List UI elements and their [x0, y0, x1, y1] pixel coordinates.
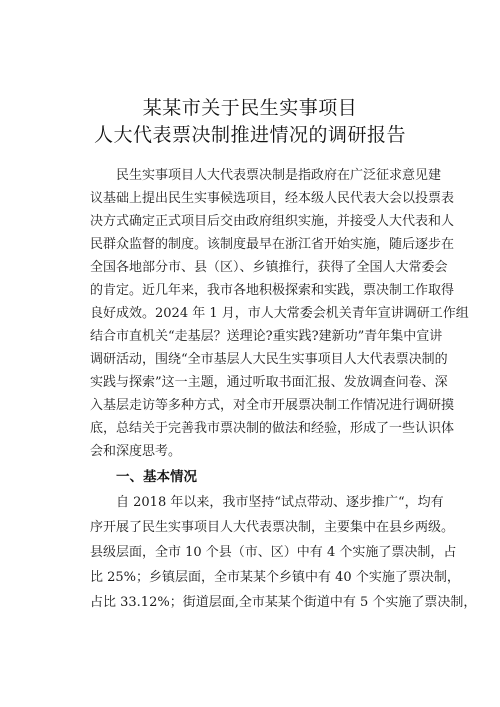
intro-line: 会和深度思考。 [90, 444, 182, 459]
section-line: 县级层面，全市 10 个县（市、区）中有 4 个实施了票决制，占 [90, 545, 457, 560]
intro-line: 结合市直机关“走基层？送理论?重实践?建新功”青年集中宣讲 [90, 329, 443, 344]
document-title-line-1: 某某市关于民生实事项目 [142, 97, 358, 119]
document-title-line-2: 人大代表票决制推进情况的调研报告 [93, 124, 406, 146]
intro-line: 议基础上提出民生实事候选项目，经本级人民代表大会以投票表 [90, 191, 455, 206]
intro-line: 底，总结关于完善我市票决制的做法和经验，形成了一些认识体 [90, 421, 455, 436]
intro-line: 良好成效。2024 年 1 月，市人大常委会机关青年宣讲调研工作组 [90, 306, 469, 321]
intro-line: 实践与探索”这一主题，通过听取书面汇报、发放调查问卷、深 [90, 375, 448, 390]
intro-line: 调研活动，围绕“全市基层人大民生实事项目人大代表票决制的 [90, 352, 448, 367]
intro-line: 民群众监督的制度。该制度最早在浙江省开始实施，随后逐步在 [90, 237, 455, 252]
intro-line: 决方式确定正式项目后交由政府组织实施，并接受人大代表和人 [90, 214, 455, 229]
intro-line: 入基层走访等多种方式，对全市开展票决制工作情况进行调研摸 [90, 398, 455, 413]
section-line: 序开展了民生实事项目人大代表票决制，主要集中在县乡两级。 [90, 520, 455, 535]
section-line: 自 2018 年以来，我市坚持“试点带动、逐步推广“，均有 [116, 495, 444, 510]
intro-line: 民生实事项目人大代表票决制是指政府在广泛征求意见建 [116, 168, 442, 183]
intro-line: 的肯定。近几年来，我市各地积极探索和实践，票决制工作取得 [90, 283, 455, 298]
section-line: 比 25%；乡镇层面，全市某某个乡镇中有 40 个实施了票决制， [90, 570, 460, 585]
section-line: 占比 33.12%；街道层面,全市某某个街道中有 5 个实施了票决制， [90, 595, 477, 610]
section-heading: 一、基本情况 [116, 469, 197, 485]
intro-line: 全国各地部分市、县（区）、乡镇推行，获得了全国人大常委会 [90, 260, 448, 275]
